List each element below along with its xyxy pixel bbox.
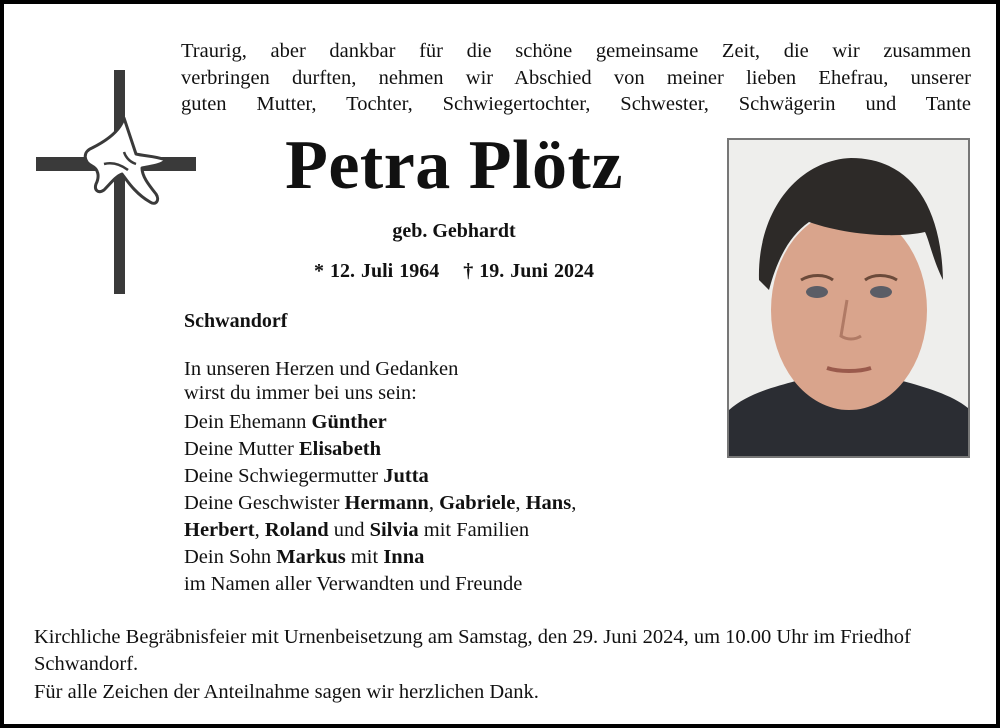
thanks-text: Für alle Zeichen der Anteilnahme sagen wir herzlichen Dank.: [34, 681, 539, 703]
portrait-photo: [727, 138, 970, 458]
mourners-list: [184, 358, 576, 598]
intro-line: guten Mutter, Tochter, Schwiegertochter, Schwester, Schwägerin und Tante: [181, 93, 971, 115]
life-dates: [234, 260, 674, 283]
mourner-son: Dein Sohn Markus mit Inna: [184, 546, 425, 568]
funeral-service-info: Kirchliche Begräbnisfeier mit Urnenbeisetzung am Samstag, den 29. Juni 2024, um 10.00 Uhr im Friedhof Schwandorf.: [34, 626, 911, 675]
cross-dove-icon: [32, 66, 200, 298]
mourners-intro: In unseren Herzen und Gedanken: [184, 358, 459, 380]
mourner-husband: Dein Ehemann Günther: [184, 411, 387, 433]
mourner-mother-in-law: Deine Schwiegermutter Jutta: [184, 465, 429, 487]
birth-date: * 12. Juli 1964: [313, 260, 440, 282]
intro-line: Traurig, aber dankbar für die schöne gemeinsame Zeit, die wir zusammen: [181, 40, 971, 62]
deceased-name: Petra Plötz: [285, 127, 623, 204]
death-date: † 19. Juni 2024: [463, 260, 595, 282]
mourners-closing: im Namen aller Verwandten und Freunde: [184, 573, 523, 595]
mourner-mother: Deine Mutter Elisabeth: [184, 438, 382, 460]
mourners-intro: wirst du immer bei uns sein:: [184, 382, 417, 404]
hometown: Schwandorf: [184, 310, 288, 332]
maiden-name: geb. Gebhardt: [392, 220, 516, 242]
intro-line: verbringen durften, nehmen wir Abschied von meiner lieben Ehefrau, unserer: [181, 66, 971, 89]
intro-text: [181, 38, 971, 118]
mourner-siblings-cont: Herbert, Roland und Silvia mit Familien: [184, 519, 530, 541]
mourner-siblings: Deine Geschwister Hermann, Gabriele, Hans,: [184, 492, 577, 514]
